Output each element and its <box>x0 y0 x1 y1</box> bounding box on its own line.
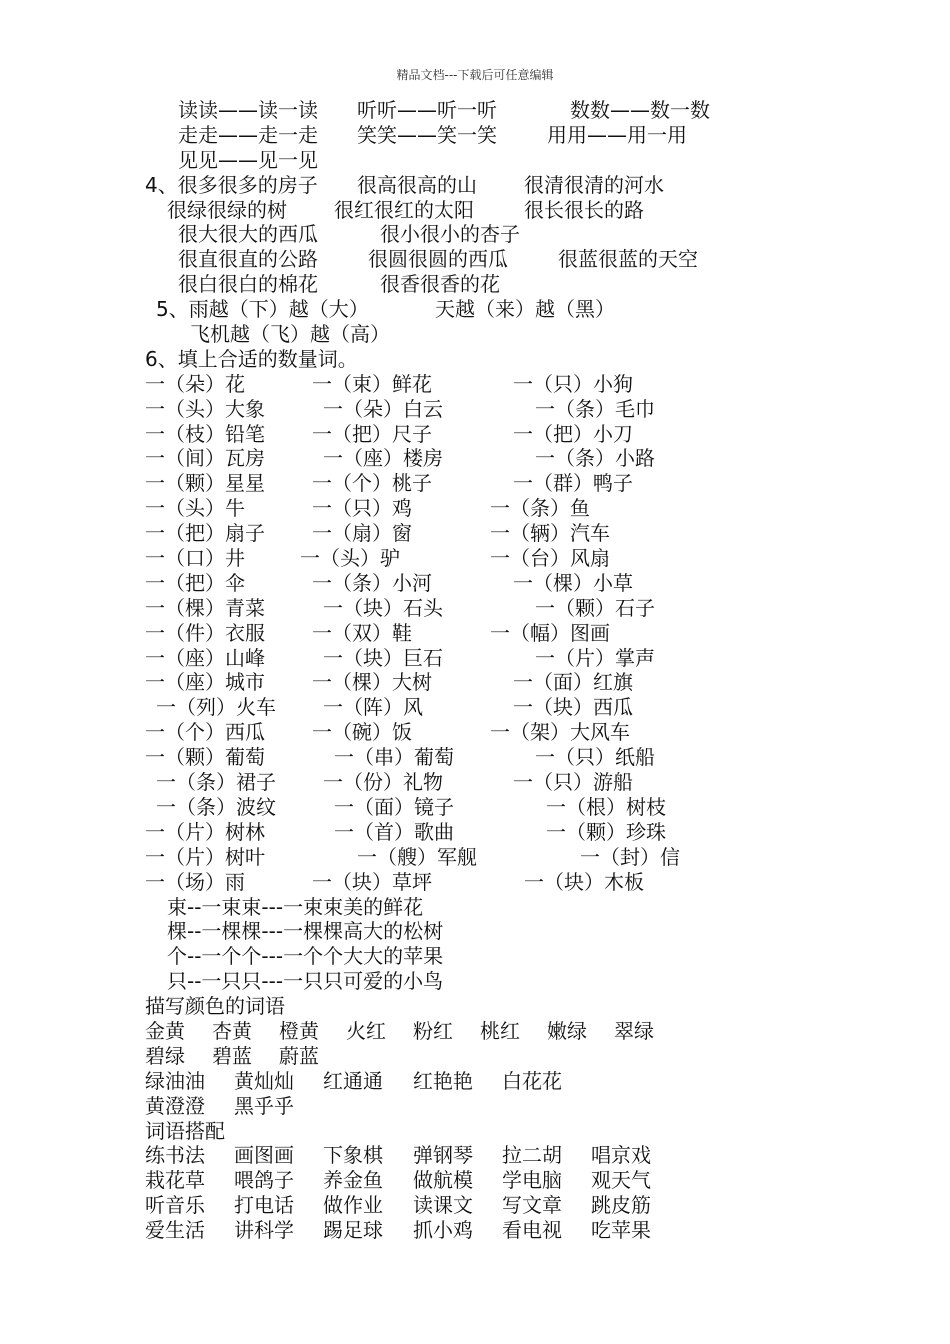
text-segment: 很红很红的太阳 <box>334 197 474 222</box>
text-segment: 一（头）牛 <box>145 496 245 521</box>
text-segment: 爱生活 <box>145 1218 205 1243</box>
text-line <box>0 1094 950 1119</box>
text-segment: 一（架）大风车 <box>490 720 630 745</box>
text-segment: 碧蓝 <box>212 1043 252 1068</box>
text-segment: 一（辆）汽车 <box>490 521 610 546</box>
text-line <box>0 1168 950 1193</box>
text-segment: 一（棵）大树 <box>312 670 432 695</box>
text-segment: 一（块）草坪 <box>312 869 432 894</box>
text-segment: 听音乐 <box>145 1193 205 1218</box>
text-segment: 弹钢琴 <box>413 1143 473 1168</box>
text-line <box>0 969 950 994</box>
text-segment: 一（封）信 <box>580 844 680 869</box>
text-line <box>0 422 950 447</box>
text-segment: 一（把）尺子 <box>312 421 432 446</box>
text-segment: 踢足球 <box>323 1218 383 1243</box>
text-segment: 一（件）衣服 <box>145 620 265 645</box>
text-segment: 一（幅）图画 <box>490 620 610 645</box>
text-line <box>0 919 950 944</box>
text-line <box>0 695 950 720</box>
text-segment: 栽花草 <box>145 1168 205 1193</box>
text-segment: 一（块）石头 <box>323 595 443 620</box>
text-segment: 拉二胡 <box>502 1143 562 1168</box>
text-segment: 一（只）纸船 <box>535 745 655 770</box>
text-segment: 4、很多很多的房子 <box>145 172 318 197</box>
text-segment: 金黄 <box>145 1018 185 1043</box>
text-segment: 一（头）驴 <box>300 546 400 571</box>
text-line <box>0 372 950 397</box>
text-segment: 喂鸽子 <box>234 1168 294 1193</box>
text-line <box>0 745 950 770</box>
text-segment: 一（颗）星星 <box>145 471 265 496</box>
text-segment: 一（头）大象 <box>145 396 265 421</box>
text-line <box>0 98 950 123</box>
text-line <box>0 1019 950 1044</box>
text-line <box>0 1119 950 1144</box>
text-line <box>0 1193 950 1218</box>
text-line <box>0 471 950 496</box>
text-segment: 一（片）树叶 <box>145 844 265 869</box>
text-segment: 描写颜色的词语 <box>145 994 285 1019</box>
text-segment: 很白很白的棉花 <box>178 272 318 297</box>
text-segment: 蔚蓝 <box>279 1043 319 1068</box>
text-segment: 一（条）毛巾 <box>535 396 655 421</box>
text-segment: 一（把）伞 <box>145 570 245 595</box>
page-header: 精品文档---下载后可任意编辑 <box>396 68 554 82</box>
text-segment: 橙黄 <box>279 1018 319 1043</box>
text-line <box>0 222 950 247</box>
text-segment: 一（条）波纹 <box>156 794 276 819</box>
text-segment: 吃苹果 <box>591 1218 651 1243</box>
text-segment: 一（块）西瓜 <box>513 695 633 720</box>
text-segment: 一（条）小路 <box>535 446 655 471</box>
text-segment: 一（块）木板 <box>524 869 644 894</box>
text-segment: 学电脑 <box>502 1168 562 1193</box>
text-line <box>0 670 950 695</box>
text-segment: 束--一束束---一束束美的鲜花 <box>167 894 424 919</box>
text-segment: 一（条）裙子 <box>156 770 276 795</box>
text-line <box>0 1069 950 1094</box>
text-segment: 读读——读一读 <box>178 98 318 122</box>
text-segment: 养金鱼 <box>323 1168 383 1193</box>
text-segment: 很高很高的山 <box>357 172 477 197</box>
text-segment: 讲科学 <box>234 1218 294 1243</box>
text-segment: 红艳艳 <box>413 1068 473 1093</box>
text-segment: 一（棵）青菜 <box>145 595 265 620</box>
text-segment: 一（双）鞋 <box>312 620 412 645</box>
text-segment: 打电话 <box>234 1193 294 1218</box>
text-line <box>0 646 950 671</box>
text-segment: 一（个）西瓜 <box>145 720 265 745</box>
text-line <box>0 1044 950 1069</box>
text-line <box>0 870 950 895</box>
text-segment: 词语搭配 <box>145 1118 225 1143</box>
text-line <box>0 123 950 148</box>
text-segment: 一（只）小狗 <box>513 371 633 396</box>
text-line <box>0 1143 950 1168</box>
text-segment: 很长很长的路 <box>524 197 644 222</box>
text-segment: 杏黄 <box>212 1018 252 1043</box>
text-segment: 一（群）鸭子 <box>513 471 633 496</box>
text-segment: 一（只）游船 <box>513 770 633 795</box>
text-line <box>0 148 950 173</box>
text-segment: 一（朵）花 <box>145 371 245 396</box>
text-segment: 5、雨越（下）越（大） <box>156 297 369 322</box>
text-segment: 桃红 <box>480 1018 520 1043</box>
text-segment: 个--一个个---一个个大大的苹果 <box>167 944 444 969</box>
text-segment: 天越（来）越（黑） <box>435 297 615 322</box>
text-segment: 见见——见一见 <box>178 147 318 172</box>
text-segment: 读课文 <box>413 1193 473 1218</box>
text-segment: 看电视 <box>502 1218 562 1243</box>
text-segment: 黄灿灿 <box>234 1068 294 1093</box>
text-segment: 棵--一棵棵---一棵棵高大的松树 <box>167 919 444 944</box>
text-segment: 用用——用一用 <box>547 122 687 147</box>
text-segment: 一（间）瓦房 <box>145 446 265 471</box>
text-segment: 一（台）风扇 <box>490 546 610 571</box>
text-line <box>0 521 950 546</box>
text-line <box>0 173 950 198</box>
text-segment: 一（场）雨 <box>145 869 245 894</box>
text-segment: 一（首）歌曲 <box>334 819 454 844</box>
text-segment: 观天气 <box>591 1168 651 1193</box>
text-segment: 火红 <box>346 1018 386 1043</box>
text-segment: 一（口）井 <box>145 546 245 571</box>
text-segment: 碧绿 <box>145 1043 185 1068</box>
text-segment: 黄澄澄 <box>145 1093 205 1118</box>
text-segment: 很大很大的西瓜 <box>178 222 318 247</box>
text-segment: 一（片）掌声 <box>535 645 655 670</box>
text-segment: 很圆很圆的西瓜 <box>368 247 508 272</box>
text-line <box>0 621 950 646</box>
text-segment: 数数——数一数 <box>570 98 710 122</box>
text-line <box>0 546 950 571</box>
text-segment: 笑笑——笑一笑 <box>357 122 497 147</box>
text-line <box>0 596 950 621</box>
text-segment: 绿油油 <box>145 1068 205 1093</box>
text-segment: 做航模 <box>413 1168 473 1193</box>
text-segment: 做作业 <box>323 1193 383 1218</box>
text-segment: 跳皮筋 <box>591 1193 651 1218</box>
document-body <box>0 98 950 1243</box>
text-segment: 红通通 <box>323 1068 383 1093</box>
text-segment: 抓小鸡 <box>413 1218 473 1243</box>
text-segment: 一（条）小河 <box>312 570 432 595</box>
text-segment: 一（扇）窗 <box>312 521 412 546</box>
text-segment: 一（朵）白云 <box>323 396 443 421</box>
text-segment: 翠绿 <box>614 1018 654 1043</box>
text-segment: 写文章 <box>502 1193 562 1218</box>
text-line <box>0 322 950 347</box>
text-segment: 一（颗）石子 <box>535 595 655 620</box>
text-segment: 一（座）山峰 <box>145 645 265 670</box>
text-segment: 黑乎乎 <box>234 1093 294 1118</box>
text-line <box>0 198 950 223</box>
text-segment: 一（根）树枝 <box>546 794 666 819</box>
text-line <box>0 820 950 845</box>
text-segment: 只--一只只---一只只可爱的小鸟 <box>167 969 444 994</box>
text-segment: 一（只）鸡 <box>312 496 412 521</box>
text-segment: 一（把）扇子 <box>145 521 265 546</box>
text-segment: 一（面）红旗 <box>513 670 633 695</box>
text-segment: 很直很直的公路 <box>178 247 318 272</box>
text-line <box>0 397 950 422</box>
text-segment: 很绿很绿的树 <box>167 197 287 222</box>
text-segment: 一（束）鲜花 <box>312 371 432 396</box>
text-line <box>0 571 950 596</box>
text-segment: 一（把）小刀 <box>513 421 633 446</box>
text-line <box>0 944 950 969</box>
text-segment: 一（条）鱼 <box>490 496 590 521</box>
text-segment: 一（串）葡萄 <box>334 745 454 770</box>
text-line <box>0 297 950 322</box>
text-line <box>0 895 950 920</box>
text-segment: 一（座）楼房 <box>323 446 443 471</box>
text-segment: 一（面）镜子 <box>334 794 454 819</box>
text-segment: 一（片）树林 <box>145 819 265 844</box>
text-segment: 一（块）巨石 <box>323 645 443 670</box>
text-segment: 一（列）火车 <box>156 695 276 720</box>
text-segment: 一（艘）军舰 <box>357 844 477 869</box>
text-segment: 练书法 <box>145 1143 205 1168</box>
text-segment: 一（阵）风 <box>323 695 423 720</box>
text-line <box>0 845 950 870</box>
text-segment: 飞机越（飞）越（高） <box>190 322 390 347</box>
text-segment: 很小很小的杏子 <box>380 222 520 247</box>
text-line <box>0 496 950 521</box>
text-segment: 6、填上合适的数量词。 <box>145 346 358 371</box>
text-line <box>0 247 950 272</box>
text-segment: 一（颗）珍珠 <box>546 819 666 844</box>
text-segment: 一（颗）葡萄 <box>145 745 265 770</box>
text-line <box>0 446 950 471</box>
text-segment: 一（枝）铅笔 <box>145 421 265 446</box>
text-line <box>0 720 950 745</box>
text-segment: 画图画 <box>234 1143 294 1168</box>
text-segment: 很清很清的河水 <box>524 172 664 197</box>
text-segment: 一（座）城市 <box>145 670 265 695</box>
text-segment: 唱京戏 <box>591 1143 651 1168</box>
text-segment: 很香很香的花 <box>380 272 500 297</box>
text-line <box>0 1218 950 1243</box>
text-segment: 粉红 <box>413 1018 453 1043</box>
text-segment: 下象棋 <box>323 1143 383 1168</box>
text-segment: 一（个）桃子 <box>312 471 432 496</box>
text-line <box>0 347 950 372</box>
text-segment: 一（棵）小草 <box>513 570 633 595</box>
text-segment: 白花花 <box>502 1068 562 1093</box>
text-segment: 一（份）礼物 <box>323 770 443 795</box>
text-line <box>0 272 950 297</box>
text-segment: 走走——走一走 <box>178 122 318 147</box>
text-segment: 很蓝很蓝的天空 <box>558 247 698 272</box>
text-segment: 听听——听一听 <box>357 98 497 122</box>
text-line <box>0 994 950 1019</box>
text-line <box>0 770 950 795</box>
text-segment: 嫩绿 <box>547 1018 587 1043</box>
text-segment: 一（碗）饭 <box>312 720 412 745</box>
text-line <box>0 795 950 820</box>
